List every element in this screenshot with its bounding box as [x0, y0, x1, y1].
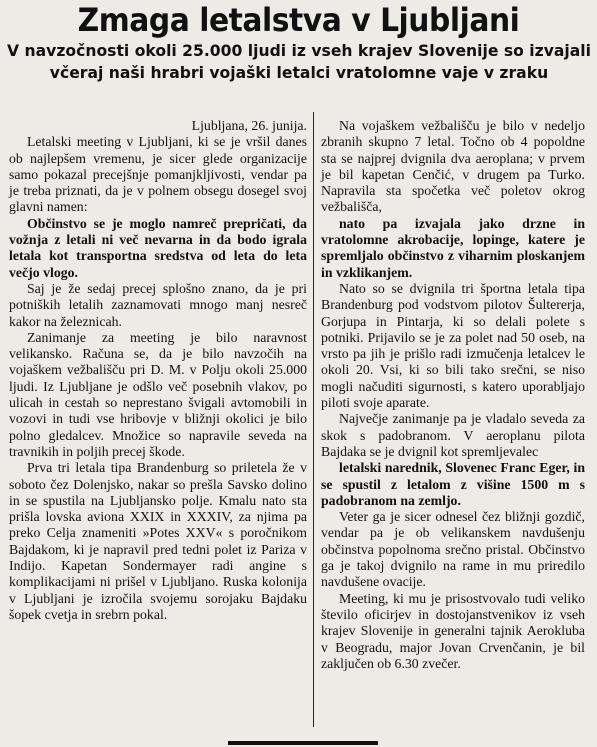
paragraph: Največje zanimanje pa je vladalo seveda za skok s padobranom. V aeroplanu pilota Bajdaka se je dvignil kot spremljevalec [321, 411, 585, 459]
headline: Zmaga letalstva v Ljubljani [77, 1, 520, 39]
subheadline: V navzočnosti okoli 25.000 ljudi iz vseh krajev Slovenije so izvajali včeraj naši hrabri vojaški letalci vratolomne vaje v zraku [7, 42, 591, 82]
paragraph: Nato so se dvignila tri športna letala tipa Brandenburg pod vodstvom pilotov Šulterer​ja, Gorjupa in Pintarja, ki so delali polete s potniki. Prijavilo se je za polet nad 50 oseb, na vrsto pa jih je prišlo radi izmučenja letalcev le okoli 20. Vsi, ki so bili tako srečni, se niso mogli načuditi sigurnosti, s katero uporabljajo piloti svoje aparate. [321, 280, 585, 411]
bold-paragraph: letalski narednik, Slovenec Franc Eger, in se spustil z letalom z višine 1500 m s padobranom na zemljo. [321, 460, 585, 508]
dateline: Ljubljana, 26. junija. [191, 118, 307, 133]
paragraph: Meeting, ki mu je prisostvovalo tudi veliko število oficirjev in dostojanstvenikov iz vseh krajev Slovenije in generalni tajnik Aerokluba v Beogradu, major Jovan Crvenčanin, je bil zaključen ob 6.30 zvečer. [321, 590, 585, 671]
bold-paragraph: Občinstvo se je moglo namreč prepričati, da vožnja z letali ni več nevarna in da bodo igrala letala kot transportna sredstva od leta do leta večjo vlogo. [9, 215, 307, 280]
paragraph: Letalski meeting v Ljubljani, ki se je vršil danes ob najlepšem vremenu, je sicer glede organizacije samo pokazal precejšnje pomanjkljivosti, vendar pa je treba priznati, da je v polnem obsegu dosegel svoj glavni namen: [9, 134, 307, 215]
bold-paragraph: nato pa izvajala jako drzne in vratolomne akrobacije, lopinge, katere je spremljalo občinstvo z viharnim ploskanjem in vzklikanjem. [321, 215, 585, 280]
article-column-left [9, 118, 307, 623]
paragraph: Zanimanje za meeting je bilo naravnost velikansko. Računa se, da je bilo navzočih na vojaškem vežbališču pri D. M. v Polju okoli 25.000 ljudi. Iz Ljubljane je odšlo več posebnih vlakov, po ulicah in cestah so neprestano švigali avtomobili in vozovi in tudi vse hribovje v bližnji okolici je bilo polno gledalcev. Množice so napravile seveda na travnikih in poljih precej škode. [9, 329, 307, 459]
paragraph: Saj je že sedaj precej splošno znano, da je pri potniških letalih zaznamovati mnogo manj nesreč kakor na železnicah. [9, 280, 307, 329]
paragraph: Na vojaškem vežbališču je bilo v nedeljo zbranih skupno 7 letal. Točno ob 4 popoldne sta se najprej dvignila dva aeroplana; v prvem je bil kapetan Cenčić, v drugem pa Turko. Napravila sta spočetka več poletov okrog vežbališča, [321, 118, 585, 215]
bottom-rule [228, 741, 378, 745]
article-column-right [321, 118, 585, 672]
column-divider [313, 112, 314, 727]
paragraph: Veter ga je sicer odnesel čez bližnji gozdič, vendar pa je ob velikanskem navdušenju občinstva popolnoma srečno pristal. Občinstvo ga je takoj dvignilo na rame in mu priredilo navdušene ovacije. [321, 509, 585, 590]
paragraph: Prva tri letala tipa Brandenburg so priletela že v soboto čez Dolenjsko, nakar so prešla Savsko dolino in se spustila na Ljubljansko polje. Kmalu nato sta prišla lovska aviona XXIX in XXXIV, za njima pa preko Celja znameniti »Potes XXV« s poročnikom Bajdakom, ki je napravil pred tedni polet iz Pariza v Indijo. Kapetan Sondermayer radi angine s komplikacijami ni prišel v Ljubljano. Ruska kolonija v Ljubljani je izročila svojemu sorojaku Bajdaku šopek cvetja in srebrn pokal. [9, 460, 307, 622]
